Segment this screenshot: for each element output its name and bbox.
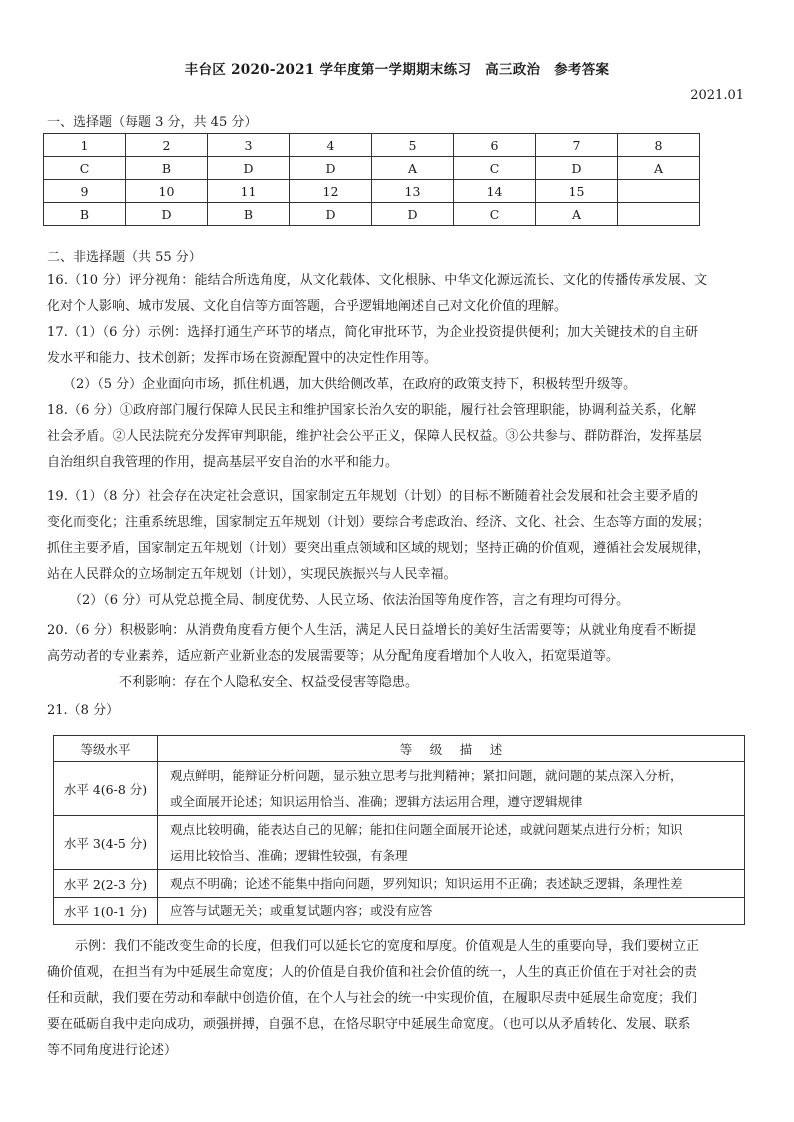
table-cell: 5 [372,134,454,157]
text-line: 社会矛盾。②人民法院充分发挥审判职能，维护社会公平正义，保障人民权益。③公共参与、群防群治，发挥基层 [47,429,703,444]
table-cell: 4 [290,134,372,157]
question-18-answer [47,398,747,476]
table-cell: 14 [454,180,536,203]
rubric-header-description [158,736,745,762]
table-cell: 12 [290,180,372,203]
question-number-row [44,180,700,203]
text-line: 19.（1）（8 分）社会存在决定社会意识，国家制定五年规划（计划）的目标不断随着社会发展和社会主要矛盾的 [47,489,699,504]
document-date: 2021.01 [690,88,744,103]
rubric-level: 水平 2(2-3 分) [54,870,158,898]
question-number-row [44,134,700,157]
text-line: 20.（6 分）积极影响：从消费角度看方便个人生活，满足人民日益增长的美好生活需要等；从就业角度看不断提 [47,623,697,638]
text-line: 等不同角度进行论述） [47,1043,178,1058]
header-char: 级 [429,741,443,757]
rubric-description [158,816,745,870]
table-cell: B [44,203,126,226]
text-line: 自治组织自我管理的作用，提高基层平安自治的水平和能力。 [47,455,399,470]
text-line: 21.（8 分） [47,703,120,718]
text-line: （2）（6 分）可从党总揽全局、制度优势、人民立场、依法治国等角度作答，言之有理均可得分。 [69,593,630,608]
rubric-level: 水平 3(4-5 分) [54,816,158,870]
rubric-level: 水平 1(0-1 分) [54,898,158,925]
table-cell: C [454,157,536,180]
rubric-description-line: 观点鲜明，能辩证分析问题，显示独立思考与批判精神；紧扣问题，就问题的某点深入分析， [170,767,683,783]
text-line: 发水平和能力、技术创新；发挥市场在资源配置中的决定性作用等。 [47,351,438,366]
table-cell: C [454,203,536,226]
example-answer [47,934,747,1064]
answer-row [44,203,700,226]
header-char: 述 [489,741,503,757]
rubric-row [54,870,745,898]
rubric-description [158,898,745,925]
text-line: 确价值观，在担当有为中延展生命宽度；人的价值是自我价值和社会价值的统一，人生的真正价值在于对社会的责 [47,965,698,980]
header-char: 描 [459,741,473,757]
table-cell: 7 [536,134,618,157]
text-line: 站在人民群众的立场制定五年规划（计划），实现民族振兴与人民幸福。 [47,567,457,582]
question-17-answer [47,320,747,398]
text-line: 不利影响：存在个人隐私安全、权益受侵害等隐患。 [119,675,419,690]
table-cell: 2 [126,134,208,157]
rubric-description [158,870,745,898]
question-19-answer [47,484,747,614]
question-21-heading [47,698,747,724]
table-cell: D [536,157,618,180]
rubric-row [54,898,745,925]
table-cell: D [372,203,454,226]
table-cell: D [208,157,290,180]
text-line: 变化而变化；注重系统思维，国家制定五年规划（计划）要综合考虑政治、经济、文化、社会、生态等方面的发展； [47,515,711,530]
table-cell: 15 [536,180,618,203]
section-2-heading: 二、非选择题（共 55 分） [47,250,202,265]
table-cell: A [618,157,700,180]
table-cell: A [372,157,454,180]
table-cell [618,203,700,226]
rubric-description-line: 应答与试题无关；或重复试题内容；或没有应答 [170,903,433,918]
table-cell [618,180,700,203]
table-cell: 13 [372,180,454,203]
text-line: 抓住主要矛盾，国家制定五年规划（计划）要突出重点领域和区域的规划；坚持正确的价值观，遵循社会发展规律， [47,541,711,556]
table-cell: 6 [454,134,536,157]
table-cell: 1 [44,134,126,157]
table-cell: D [290,203,372,226]
text-line: 高劳动者的专业素养，适应新产业新业态的发展需要等；从分配角度看增加个人收入，拓宽渠道等。 [47,649,620,664]
table-cell: 10 [126,180,208,203]
table-cell: D [290,157,372,180]
text-line: 化对个人影响、城市发展、文化自信等方面答题，合乎逻辑地阐述自己对文化价值的理解。 [47,299,568,314]
table-cell: B [208,203,290,226]
rubric-row [54,762,745,816]
page-title: 丰台区 2020-2021 学年度第一学期期末练习 高三政治 参考答案 [184,62,610,78]
table-cell: D [126,203,208,226]
text-line: 16.（10 分）评分视角：能结合所选角度，从文化载体、文化根脉、中华文化源远流长、文化的传播传承发展、文 [47,273,708,288]
rubric-header-level: 等级水平 [54,736,158,762]
table-cell: 8 [618,134,700,157]
rubric-description-line: 观点不明确；论述不能集中指向问题，罗列知识；知识运用不正确；表述缺乏逻辑，条理性差 [170,875,683,891]
table-cell: C [44,157,126,180]
text-line: 任和贡献，我们要在劳动和奉献中创造价值，在个人与社会的统一中实现价值，在履职尽责中延展生命宽度；我们 [47,991,698,1006]
text-line: （2）（5 分）企业面向市场，抓住机遇，加大供给侧改革，在政府的政策支持下，积极转型升级等。 [63,377,637,392]
table-cell: 9 [44,180,126,203]
answer-row [44,157,700,180]
header-char: 等 [399,741,413,757]
rubric-description-line: 观点比较明确，能表达自己的见解；能扣住问题全面展开论述，或就问题某点进行分析；知识 [170,821,683,837]
table-cell: 3 [208,134,290,157]
multiple-choice-answer-table [43,133,700,226]
question-16-answer [47,268,747,320]
rubric-description [158,762,745,816]
text-line: 示例：我们不能改变生命的长度，但我们可以延长它的宽度和厚度。价值观是人生的重要向导，我们要树立正 [75,939,700,954]
table-cell: A [536,203,618,226]
rubric-row [54,816,745,870]
rubric-description-line: 或全面展开论述；知识运用恰当、准确；逻辑方法运用合理，遵守逻辑规律 [170,793,583,809]
question-20-answer [47,618,747,696]
rubric-description-line: 运用比较恰当、准确；逻辑性较强，有条理 [170,847,408,863]
section-1-heading: 一、选择题（每题 3 分，共 45 分） [47,115,258,130]
text-line: 17.（1）（6 分）示例：选择打通生产环节的堵点，简化审批环节，为企业投资提供便利；加大关键技术的自主研 [47,325,699,340]
table-cell: B [126,157,208,180]
grading-rubric-table [53,735,745,925]
text-line: 18.（6 分）①政府部门履行保障人民民主和维护国家长治久安的职能，履行社会管理职能，协调利益关系，化解 [47,403,697,418]
text-line: 要在砥砺自我中走向成功，顽强拼搏，自强不息，在恪尽职守中延展生命宽度。（也可以从矛盾转化、发展、联系 [47,1017,691,1032]
rubric-level: 水平 4(6-8 分) [54,762,158,816]
table-cell: 11 [208,180,290,203]
